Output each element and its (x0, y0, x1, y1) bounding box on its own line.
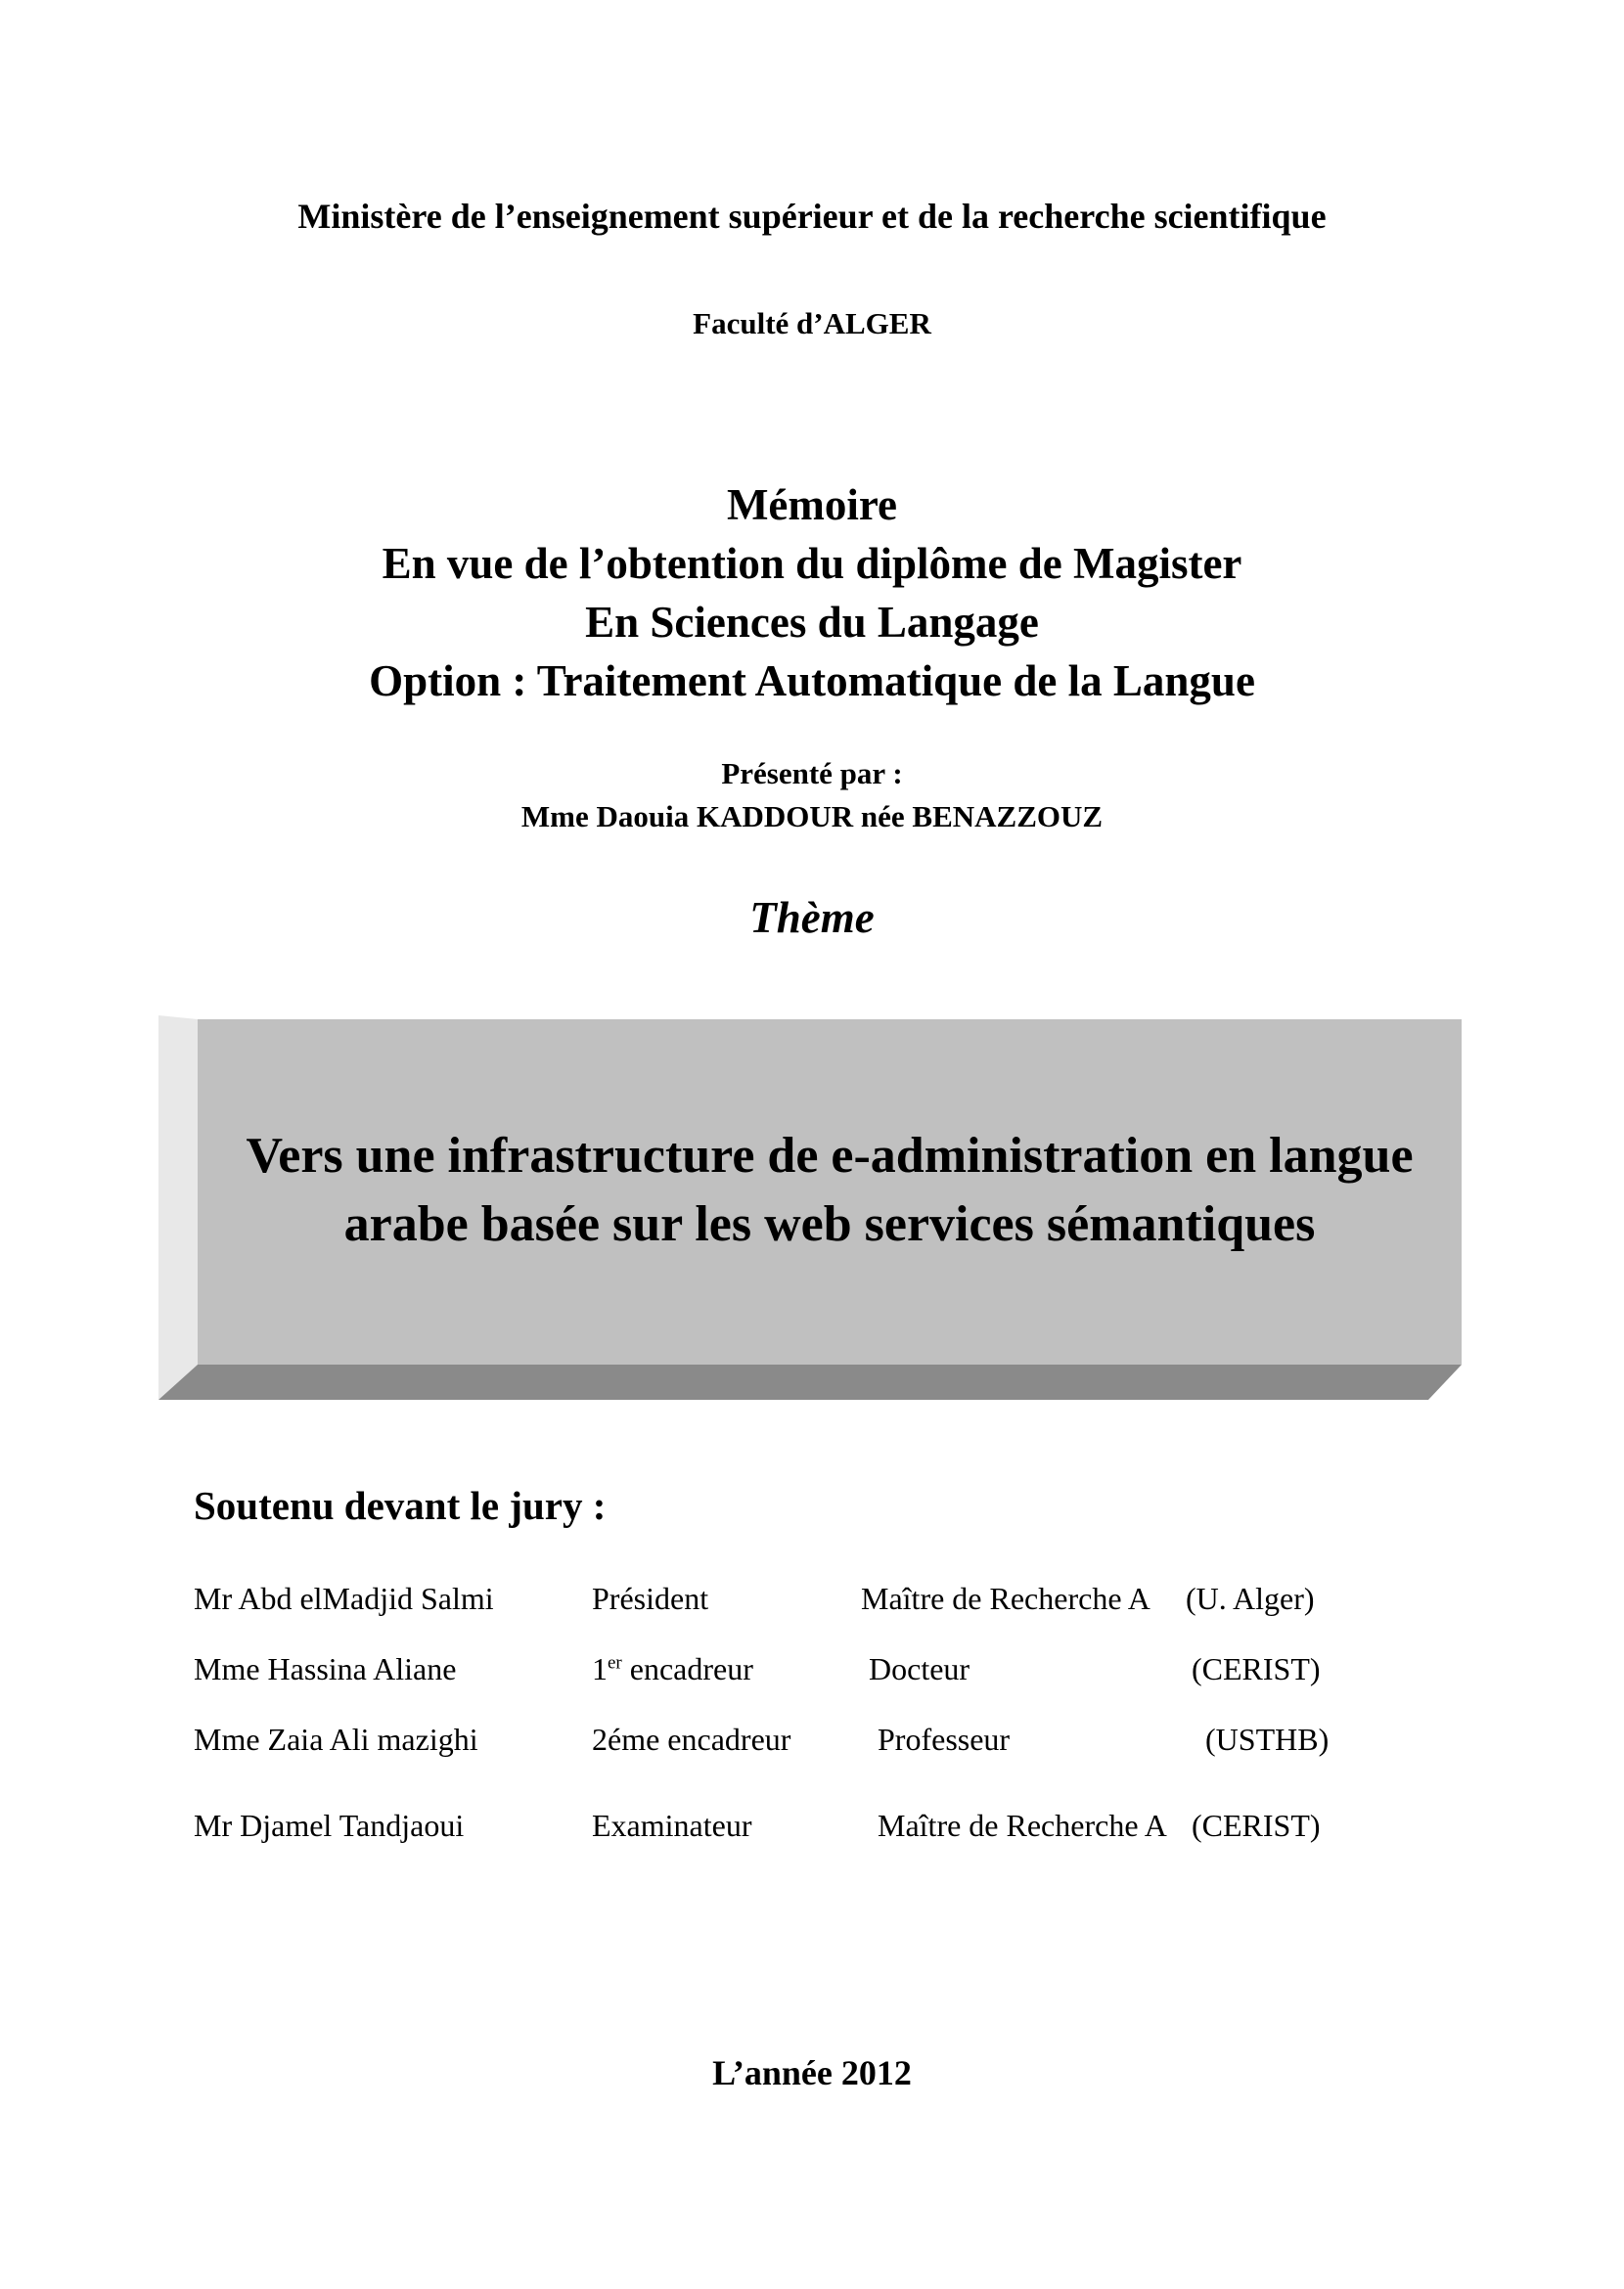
year-footer: L’année 2012 (712, 2053, 912, 2092)
jury-name: Mme Zaia Ali mazighi (194, 1722, 478, 1757)
jury-row (0, 1808, 1624, 1851)
faculty-heading: Faculté d’ALGER (693, 306, 931, 340)
jury-title: Professeur (878, 1722, 1011, 1757)
jury-role-number: 1 (592, 1651, 608, 1686)
jury-name: Mr Abd elMadjid Salmi (194, 1581, 494, 1616)
jury-role: Président (592, 1581, 709, 1616)
presented-by-label: Présenté par : (721, 756, 903, 790)
jury-role-text: encadreur (621, 1651, 753, 1686)
jury-title: Maître de Recherche A (861, 1581, 1150, 1616)
theme-label: Thème (749, 893, 875, 942)
jury-institution: (CERIST) (1192, 1651, 1321, 1686)
bevel-left (158, 1015, 198, 1400)
jury-institution: (CERIST) (1192, 1808, 1321, 1843)
theme-title-box (158, 1015, 1462, 1400)
jury-heading: Soutenu devant le jury : (194, 1483, 607, 1528)
jury-role: 2éme encadreur (592, 1722, 791, 1757)
author-name: Mme Daouia KADDOUR née BENAZZOUZ (520, 799, 1104, 833)
ministry-heading: Ministère de l’enseignement supérieur et de la recherche scientifique (297, 197, 1327, 236)
jury-row (0, 1581, 1624, 1624)
jury-role: Examinateur (592, 1808, 752, 1843)
jury-institution: (U. Alger) (1186, 1581, 1315, 1616)
jury-name: Mme Hassina Aliane (194, 1651, 457, 1686)
bevel-bottom (158, 1365, 1462, 1400)
jury-title: Maître de Recherche A (878, 1808, 1167, 1843)
jury-role (592, 1651, 753, 1687)
thesis-title: Vers une infrastructure de e-administration en langue arabe basée sur les web services sémantiques (246, 1127, 1414, 1252)
jury-row (0, 1722, 1624, 1765)
jury-row (0, 1651, 1624, 1694)
memoire-title: Mémoire (726, 480, 898, 529)
jury-institution: (USTHB) (1205, 1722, 1330, 1757)
option-line: Option : Traitement Automatique de la Langue (369, 656, 1255, 705)
field-line: En Sciences du Langage (585, 598, 1039, 647)
jury-name: Mr Djamel Tandjaoui (194, 1808, 465, 1843)
jury-role-superscript: er (608, 1652, 622, 1674)
jury-title: Docteur (869, 1651, 970, 1686)
degree-line: En vue de l’obtention du diplôme de Magister (382, 539, 1242, 588)
